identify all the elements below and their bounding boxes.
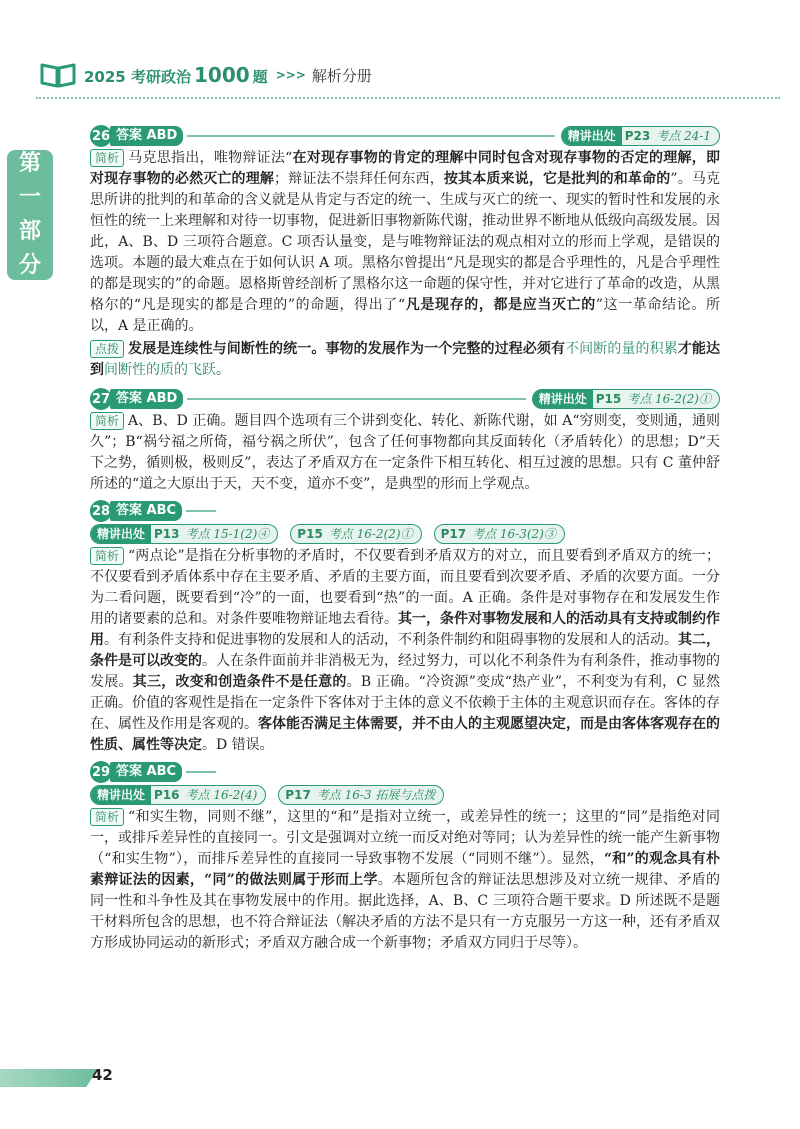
source-ref: 精讲出处 P13 考点 15-1(2)④: [90, 524, 278, 544]
tip-26: 点拨 发展是连续性与间断性的统一。事物的发展作为一个完整的过程必须有不间断的量的积累才能达到间断性的质的飞跃。: [90, 341, 721, 378]
answer-badge: 答案 ABC: [110, 501, 182, 521]
source-ref: 精讲出处 P16 考点 16-2(4): [90, 785, 266, 805]
book-icon: [40, 62, 76, 88]
source-ref: P15 考点 16-2(2)①: [290, 524, 421, 544]
answer-badge: 答案 ABD: [110, 389, 183, 409]
source-ref: P17 考点 16-3(2)③: [434, 524, 565, 544]
analysis-tag: 简析: [90, 412, 124, 430]
tip-tag: 点拨: [90, 340, 124, 358]
question-number: 27: [90, 388, 112, 410]
header-arrows: >>>: [275, 68, 306, 82]
source-ref: 精讲出处 P15 考点 16-2(2)①: [532, 389, 720, 409]
footer-bar: [0, 1069, 98, 1087]
question-29-header: [90, 762, 720, 782]
page-number: 42: [92, 1066, 113, 1084]
analysis-tag: 简析: [90, 547, 124, 565]
analysis-28: 简析 “两点论”是指在分析事物的矛盾时，不仅要看到矛盾双方的对立，而且要看到矛盾双方的统一；不仅要看到矛盾体系中存在主要矛盾、矛盾的主要方面，而且要看到次要矛盾、矛盾的次要方面。一分为二看问题，既要看到“冷”的一面，也要看到“热”的一面。A 正确。条件是对事物存在和发展发生作用的诸要素的总和。对条件要唯物辩证地去看待。其一，条件对事物发展和人的活动具有支持或制约作用。有利条件支持和促进事物的发展和人的活动，不利条件制约和阻碍事物的发展和人的活动。其二，条件是可以改变的。人在条件面前并非消极无为，经过努力，可以化不利条件为有利条件，推动事物的发展。其三，改变和创造条件不是任意的。B 正确。“冷资源”变成“热产业”，不利变为有利，C 显然正确。价值的客观性是指在一定条件下客体对于主体的意义不依赖于主体的主观意识而存在。客体的存在、属性及作用是客观的。客体能否满足主体需要，并不由人的主观愿望决定，而是由客体客观存在的性质、属性等决定。D 错误。: [90, 548, 721, 753]
source-ref: 精讲出处 P23 考点 24-1: [561, 126, 720, 146]
answer-badge: 答案 ABC: [110, 762, 182, 782]
question-number: 29: [90, 761, 112, 783]
header-subtitle: 解析分册: [311, 66, 372, 85]
analysis-tag: 简析: [90, 149, 124, 167]
analysis-tag: 简析: [90, 808, 124, 826]
question-28-header: [90, 501, 720, 521]
header-divider: [36, 97, 780, 99]
analysis-29: 简析 “和实生物，同则不继”，这里的“和”是指对立统一，或差异性的统一；这里的“同”是指绝对同一，或排斥差异性的直接同一。引文是强调对立统一而反对绝对等同；认为差异性的统一能产生新事物（“和实生物”），而排斥差异性的直接同一导致事物不发展（“同则不继”）。显然，“和”的观念具有朴素辩证法的因素，“同”的做法则属于形而上学。本题所包含的辩证法思想涉及对立统一规律、矛盾的同一性和斗争性及其在事物发展中的作用。据此选择，A、B、C 三项符合题干要求。D 所述既不是题干材料所包含的思想，也不符合辩证法（解决矛盾的方法不是只有一方克服另一方这一种，还有矛盾双方形成协同运动的新形式；矛盾双方融合成一个新事物；矛盾双方同归于尽等）。: [90, 809, 720, 951]
question-27-header: [90, 389, 720, 409]
analysis-27: 简析 A、B、D 正确。题目四个选项有三个讲到变化、转化、新陈代谢，如 A“穷则变，变则通，通则久”；B“祸兮福之所倚，福兮祸之所伏”，包含了任何事物都向其反面转化（矛盾转化）的思想；D“天下之势，循则极，极则反”，表达了矛盾双方在一定条件下相互转化、相互过渡的思想。只有 C 董仲舒所述的“道之大原出于天，天不变，道亦不变”，是典型的形而上学观点。: [90, 413, 720, 492]
question-number: 26: [90, 125, 112, 147]
answer-badge: 答案 ABD: [110, 126, 183, 146]
header-title: 2025 考研政治 1000 题: [84, 63, 268, 87]
content: [90, 122, 720, 954]
page-header: [40, 62, 372, 88]
source-refs-28: [90, 524, 720, 544]
question-26-header: [90, 126, 720, 146]
analysis-26: 简析 马克思指出，唯物辩证法“在对现存事物的肯定的理解中同时包含对现存事物的否定的理解，即对现存事物的必然灭亡的理解；辩证法不崇拜任何东西，按其本质来说，它是批判的和革命的”。马克思所讲的批判的和革命的含义就是从肯定与否定的统一、生成与灭亡的统一、现实的暂时性和发展的永恒性的统一上来理解和对待一切事物，促进新旧事物新陈代谢，推动世界不断地从低级向高级发展。因此，A、B、D 三项符合题意。C 项否认量变，是与唯物辩证法的观点相对立的形而上学观，是错误的选项。本题的最大难点在于如何认识 A 项。黑格尔曾提出“凡是现实的都是合乎理性的，凡是合乎理性的都是现实的”的命题。恩格斯曾经剖析了黑格尔这一命题的保守性，并对它进行了革命的改造，从黑格尔的“凡是现实的都是合理的”的命题，得出了“凡是现存的，都是应当灭亡的”这一革命结论。所以，A 是正确的。: [90, 150, 721, 334]
question-number: 28: [90, 500, 112, 522]
source-refs-29: [90, 785, 720, 805]
source-ref: P17 考点 16-3 拓展与点拨: [278, 785, 444, 805]
section-tab: 第 一 部 分: [7, 150, 53, 280]
